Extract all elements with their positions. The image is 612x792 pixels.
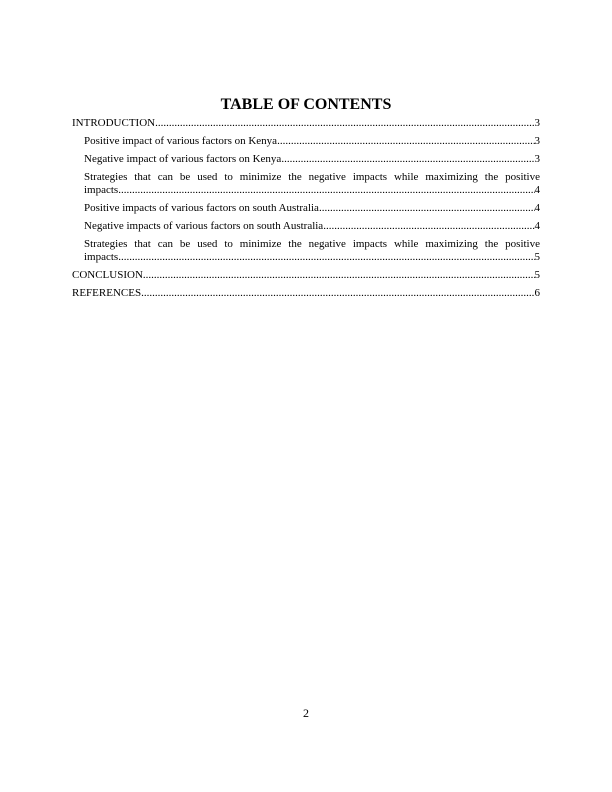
toc-dot-leader <box>281 153 534 166</box>
toc-entry-negative-south-australia[interactable] <box>72 220 540 233</box>
toc-entry-label: INTRODUCTION <box>72 117 156 129</box>
toc-entry-label: CONCLUSION <box>72 269 143 281</box>
toc-entry-page: 3 <box>534 117 540 129</box>
toc-entry-references[interactable] <box>72 287 540 300</box>
toc-entry-strategies-south-australia[interactable] <box>72 238 540 264</box>
toc-entry-continuation <box>84 251 540 264</box>
toc-entry-label-continued: impacts <box>84 251 119 263</box>
toc-entry-label: REFERENCES <box>72 287 142 299</box>
toc-entry-page: 3 <box>534 153 540 165</box>
toc-entry-conclusion[interactable] <box>72 269 540 282</box>
toc-entry-label: Negative impact of various factors on Kenya <box>84 153 282 165</box>
toc-entry-positive-kenya[interactable] <box>72 135 540 148</box>
toc-dot-leader <box>323 220 534 233</box>
toc-entry-page: 3 <box>534 135 540 147</box>
toc-entry-label: Positive impact of various factors on Kenya <box>84 135 278 147</box>
toc-entry-continuation <box>84 184 540 197</box>
toc-entry-page: 6 <box>534 287 540 299</box>
toc-entry-negative-kenya[interactable] <box>72 153 540 166</box>
page-number: 2 <box>303 706 309 720</box>
toc-entry-label: Negative impacts of various factors on south Australia <box>84 220 324 232</box>
toc-dot-leader <box>118 251 534 264</box>
table-of-contents <box>72 117 540 305</box>
toc-entry-label: Strategies that can be used to minimize the negative impacts while maximizing the positive <box>84 171 540 183</box>
toc-entry-label: Positive impacts of various factors on south Australia <box>84 202 319 214</box>
toc-entry-introduction[interactable] <box>72 117 540 130</box>
toc-title: TABLE OF CONTENTS <box>220 96 392 113</box>
toc-entry-page: 4 <box>534 202 540 214</box>
toc-entry-label-continued: impacts <box>84 184 119 196</box>
toc-entry-page: 5 <box>534 269 540 281</box>
toc-entry-strategies-kenya[interactable] <box>72 171 540 197</box>
toc-dot-leader <box>155 117 534 130</box>
toc-dot-leader <box>118 184 534 197</box>
toc-entry-positive-south-australia[interactable] <box>72 202 540 215</box>
toc-dot-leader <box>319 202 535 215</box>
toc-entry-page: 4 <box>534 184 540 196</box>
toc-dot-leader <box>143 269 535 282</box>
toc-dot-leader <box>141 287 534 300</box>
toc-entry-page: 4 <box>534 220 540 232</box>
toc-entry-page: 5 <box>534 251 540 263</box>
toc-entry-label: Strategies that can be used to minimize the negative impacts while maximizing the positive <box>84 238 540 250</box>
toc-dot-leader <box>277 135 534 148</box>
